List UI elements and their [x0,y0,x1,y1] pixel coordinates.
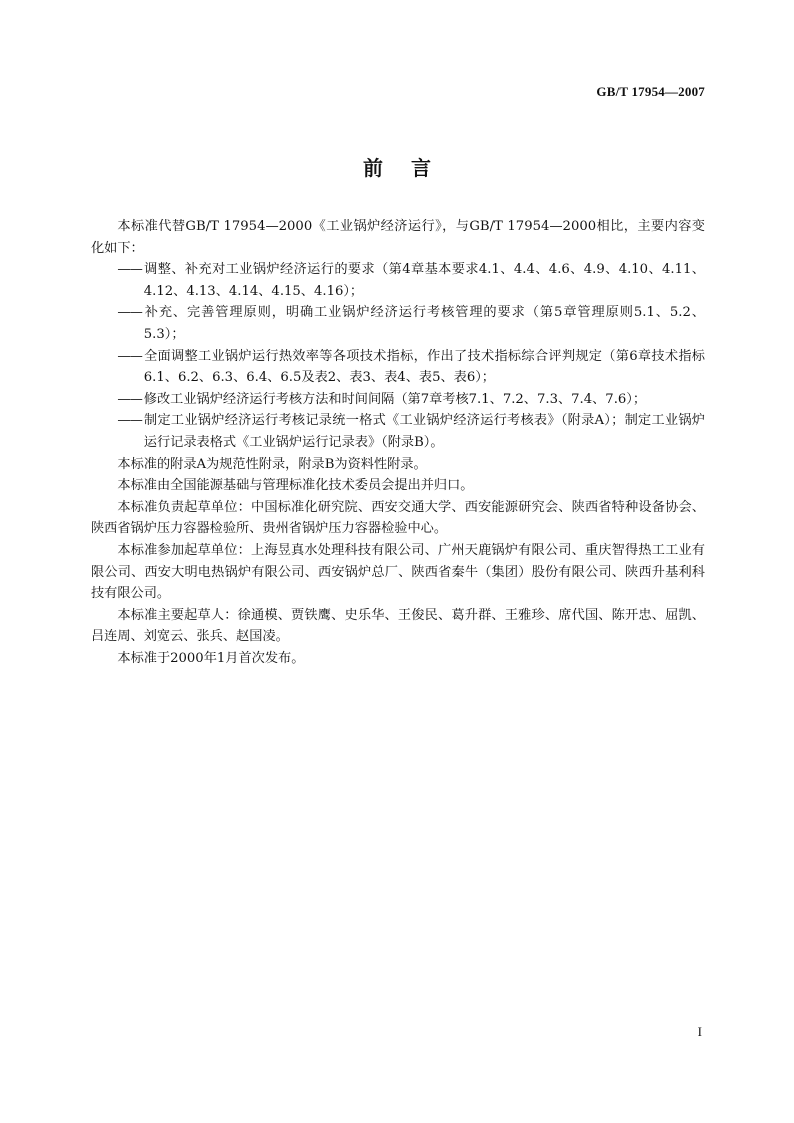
change-item-text: 制定工业锅炉经济运行考核记录统一格式《工业锅炉经济运行考核表》（附录A）；制定工业锅炉运行记录表格式《工业锅炉运行记录表》（附录B）。 [143,413,705,450]
change-item-text: 全面调整工业锅炉运行热效率等各项技术指标，作出了技术指标综合评判规定（第6章技术指标6.1、6.2、6.3、6.4、6.5及表2、表3、表4、表5、表6）； [143,348,705,386]
change-item [117,302,705,345]
appendix-note: 本标准的附录A为规范性附录，附录B为资料性附录。 [117,456,427,472]
participating-drafters: 本标准参加起草单位：上海昱真水处理科技有限公司、广州天鹿锅炉有限公司、重庆智得热工工业有限公司、西安大明电热锅炉有限公司、西安锅炉总厂、陕西省秦牛（集团）股份有限公司、陕西升基利科技有限公司。 [91,542,705,602]
proposer-note: 本标准由全国能源基础与管理标准化技术委员会提出并归口。 [117,478,474,494]
change-item-text: 调整、补充对工业锅炉经济运行的要求（第4章基本要求4.1、4.4、4.6、4.9、4.10、4.11、4.12、4.13、4.14、4.15、4.16）； [143,262,705,299]
main-authors: 本标准主要起草人：徐通模、贾铁鹰、史乐华、王俊民、葛升群、王雅珍、席代国、陈开忠、屈凯、吕连周、刘宽云、张兵、赵国凌。 [91,607,705,645]
change-item-text: 修改工业锅炉经济运行考核方法和时间间隔（第7章考核7.1、7.2、7.3、7.4、7.6）； [143,391,647,407]
standard-number: GB/T 17954—2007 [596,84,705,99]
change-item [117,346,705,389]
dash-marker: —— [117,391,142,407]
intro-paragraph: 本标准代替GB/T 17954—2000《工业锅炉经济运行》，与GB/T 17954—2000相比，主要内容变化如下： [91,219,705,256]
foreword-body [91,216,705,669]
change-item [117,389,705,411]
page-title: 前言 [363,156,459,180]
change-item-text: 补充、完善管理原则，明确工业锅炉经济运行考核管理的要求（第5章管理原则5.1、5.2、5.3）； [143,305,705,342]
first-published: 本标准于2000年1月首次发布。 [117,650,305,666]
dash-marker: —— [117,348,142,364]
page-number: I [697,1024,702,1039]
dash-marker: —— [117,305,142,321]
dash-marker: —— [117,413,142,429]
change-item [117,410,705,453]
change-item [117,259,705,302]
dash-marker: —— [117,262,142,278]
lead-drafters: 本标准负责起草单位：中国标准化研究院、西安交通大学、西安能源研究会、陕西省特种设备协会、陕西省锅炉压力容器检验所、贵州省锅炉压力容器检验中心。 [91,499,705,537]
